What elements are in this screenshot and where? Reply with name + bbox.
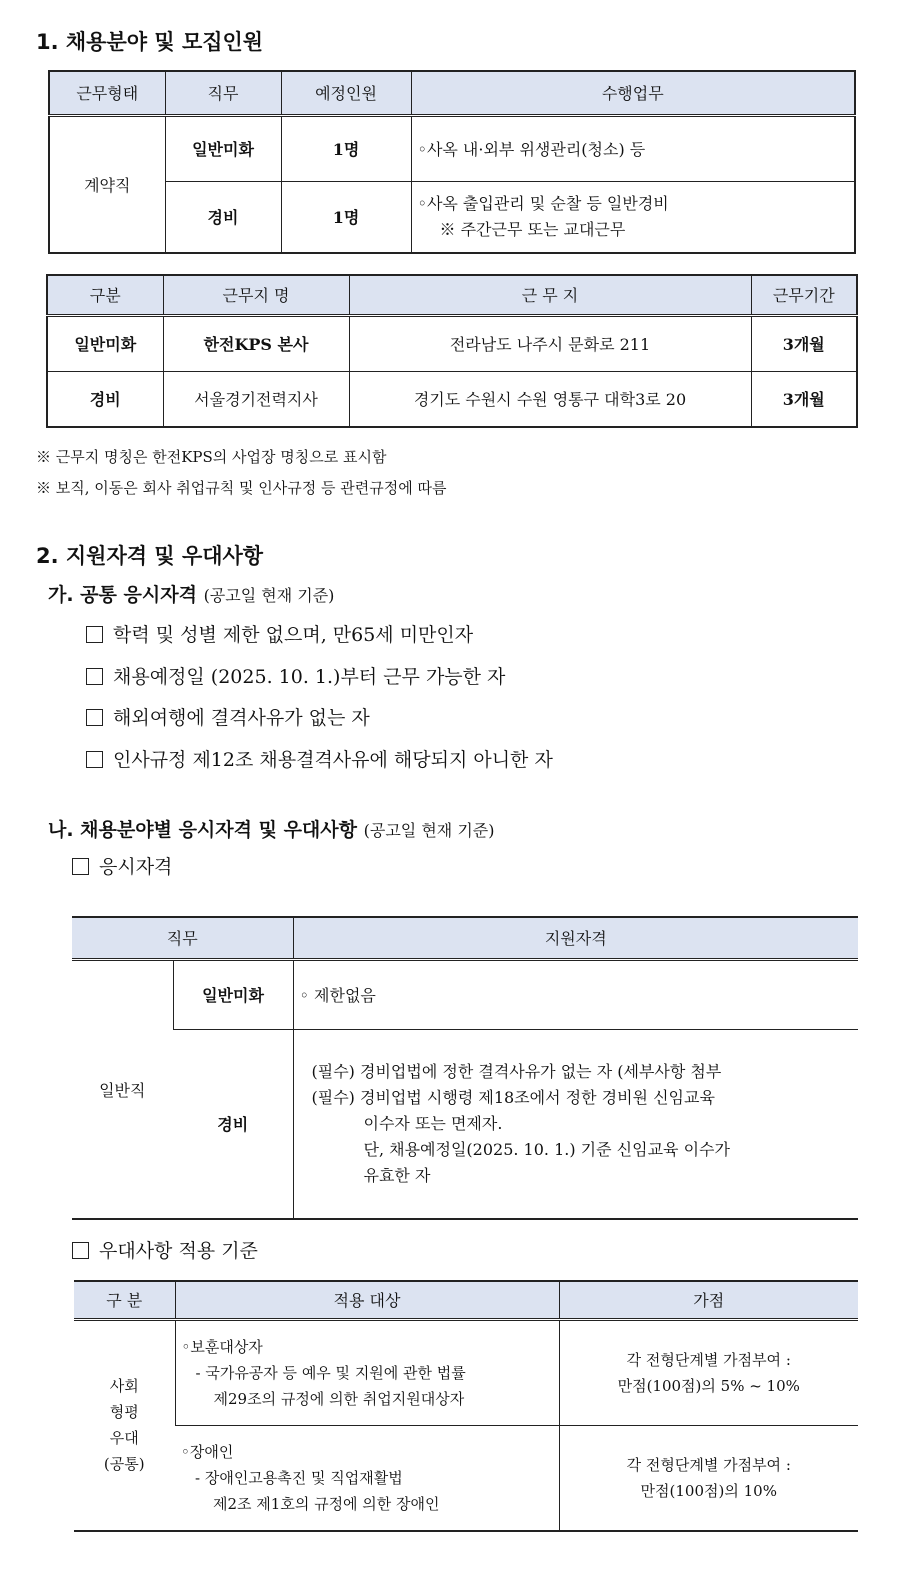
target-cell — [175, 1319, 559, 1425]
target-line: 제29조의 규정에 의한 취업지원대상자 — [213, 1389, 465, 1408]
group-line: (공통) — [103, 1455, 145, 1474]
points-line: 각 전형단계별 가점부여 : — [626, 1350, 791, 1369]
header-category: 구 분 — [74, 1281, 175, 1319]
duty-cell — [411, 115, 855, 181]
group-line: 형평 — [109, 1403, 139, 1422]
points-line: 각 전형단계별 가점부여 : — [626, 1455, 791, 1474]
qualification-line: 단, 채용예정일(2025. 10. 1.) 기준 신임교육 이수가 — [363, 1139, 730, 1159]
category-cell: 경비 — [47, 371, 163, 427]
section2-title: 2. 지원자격 및 우대사항 — [36, 544, 264, 568]
header-work-type: 근무형태 — [49, 71, 165, 115]
subtitle-text: 가. 공통 응시자격 — [48, 584, 197, 606]
header-planned-count: 예정인원 — [281, 71, 411, 115]
header-target: 적용 대상 — [175, 1281, 559, 1319]
section1-title: 1. 채용분야 및 모집인원 — [36, 30, 264, 54]
points-cell — [559, 1319, 858, 1425]
job-cell: 경비 — [173, 1029, 293, 1219]
check-qualification — [72, 852, 172, 879]
qualification-line: (필수) 경비업법에 정한 결격사유가 없는 자 (세부사항 첨부 — [311, 1061, 722, 1081]
qualification-cell — [293, 959, 858, 1029]
item-text: 인사규정 제12조 채용결격사유에 해당되지 아니한 자 — [113, 749, 553, 771]
qualification-line: ◦ 제한없음 — [299, 986, 376, 1005]
group-line: 우대 — [109, 1429, 139, 1448]
header-qualification: 지원자격 — [293, 917, 858, 959]
duty-line: ◦사옥 출입관리 및 순찰 등 일반경비 — [417, 193, 669, 213]
item-text: 해외여행에 결격사유가 없는 자 — [113, 707, 370, 729]
worksite-table — [46, 274, 858, 428]
period-cell: 3개월 — [751, 371, 857, 427]
period-cell: 3개월 — [751, 315, 857, 371]
count-cell: 1명 — [281, 181, 411, 253]
qualification-line: (필수) 경비업법 시행령 제18조에서 정한 경비원 신임교육 — [311, 1087, 715, 1107]
qualification-line: 유효한 자 — [363, 1165, 431, 1185]
checkbox-icon — [86, 709, 103, 726]
checkbox-icon — [86, 668, 103, 685]
target-line: ◦장애인 — [181, 1442, 234, 1461]
checkbox-icon — [86, 626, 103, 643]
check-text: 응시자격 — [99, 856, 173, 878]
check-preference — [72, 1236, 258, 1263]
subtitle-paren: (공고일 현재 기준) — [363, 821, 495, 840]
group-cell: 일반직 — [72, 959, 173, 1219]
recruitment-table — [48, 70, 856, 254]
qualification-item — [86, 620, 473, 647]
site-name-cell: 서울경기전력지사 — [163, 371, 349, 427]
work-type-cell: 계약직 — [49, 115, 165, 253]
note-line: ※ 보직, 이동은 회사 취업규칙 및 인사규정 등 관련규정에 따름 — [36, 479, 447, 497]
qualification-item — [86, 745, 553, 772]
group-cell — [74, 1319, 175, 1531]
header-points: 가점 — [559, 1281, 858, 1319]
duty-note: ※ 주간근무 또는 교대근무 — [439, 219, 626, 239]
header-job: 직무 — [165, 71, 281, 115]
checkbox-icon — [72, 1242, 89, 1259]
target-line: - 장애인고용촉진 및 직업재활법 — [195, 1468, 403, 1487]
common-qualification-title — [48, 580, 334, 607]
points-cell — [559, 1425, 858, 1531]
target-line: 제2조 제1호의 규정에 의한 장애인 — [213, 1494, 440, 1513]
qualification-line: 이수자 또는 면제자. — [363, 1113, 503, 1133]
address-cell: 경기도 수원시 수원 영통구 대학3로 20 — [349, 371, 751, 427]
target-cell — [175, 1425, 559, 1531]
job-cell: 일반미화 — [165, 115, 281, 181]
header-period: 근무기간 — [751, 275, 857, 315]
preference-table — [74, 1280, 858, 1532]
item-text: 학력 및 성별 제한 없으며, 만65세 미만인자 — [113, 624, 474, 646]
job-cell: 일반미화 — [173, 959, 293, 1029]
duty-line: ◦사옥 내·외부 위생관리(청소) 등 — [417, 140, 646, 159]
field-qualification-table — [72, 916, 858, 1220]
subtitle-text: 나. 채용분야별 응시자격 및 우대사항 — [48, 819, 357, 841]
points-line: 만점(100점)의 5% ~ 10% — [617, 1376, 800, 1395]
qualification-cell — [293, 1029, 858, 1219]
address-cell: 전라남도 나주시 문화로 211 — [349, 315, 751, 371]
checkbox-icon — [72, 858, 89, 875]
header-site-name: 근무지 명 — [163, 275, 349, 315]
target-line: - 국가유공자 등 예우 및 지원에 관한 법률 — [195, 1363, 466, 1382]
item-text: 채용예정일 (2025. 10. 1.)부터 근무 가능한 자 — [113, 666, 506, 688]
count-cell: 1명 — [281, 115, 411, 181]
job-cell: 경비 — [165, 181, 281, 253]
target-line: ◦보훈대상자 — [181, 1337, 263, 1356]
category-cell: 일반미화 — [47, 315, 163, 371]
qualification-item — [86, 703, 370, 730]
note-line: ※ 근무지 명칭은 한전KPS의 사업장 명칭으로 표시함 — [36, 448, 387, 466]
check-text: 우대사항 적용 기준 — [99, 1240, 258, 1262]
qualification-item — [86, 662, 505, 689]
field-qualification-title — [48, 815, 494, 842]
header-duty: 수행업무 — [411, 71, 855, 115]
checkbox-icon — [86, 751, 103, 768]
header-job: 직무 — [72, 917, 293, 959]
subtitle-paren: (공고일 현재 기준) — [203, 586, 335, 605]
header-category: 구분 — [47, 275, 163, 315]
site-name-cell: 한전KPS 본사 — [163, 315, 349, 371]
duty-cell — [411, 181, 855, 253]
header-address: 근 무 지 — [349, 275, 751, 315]
group-line: 사회 — [109, 1377, 139, 1396]
points-line: 만점(100점)의 10% — [640, 1481, 777, 1500]
